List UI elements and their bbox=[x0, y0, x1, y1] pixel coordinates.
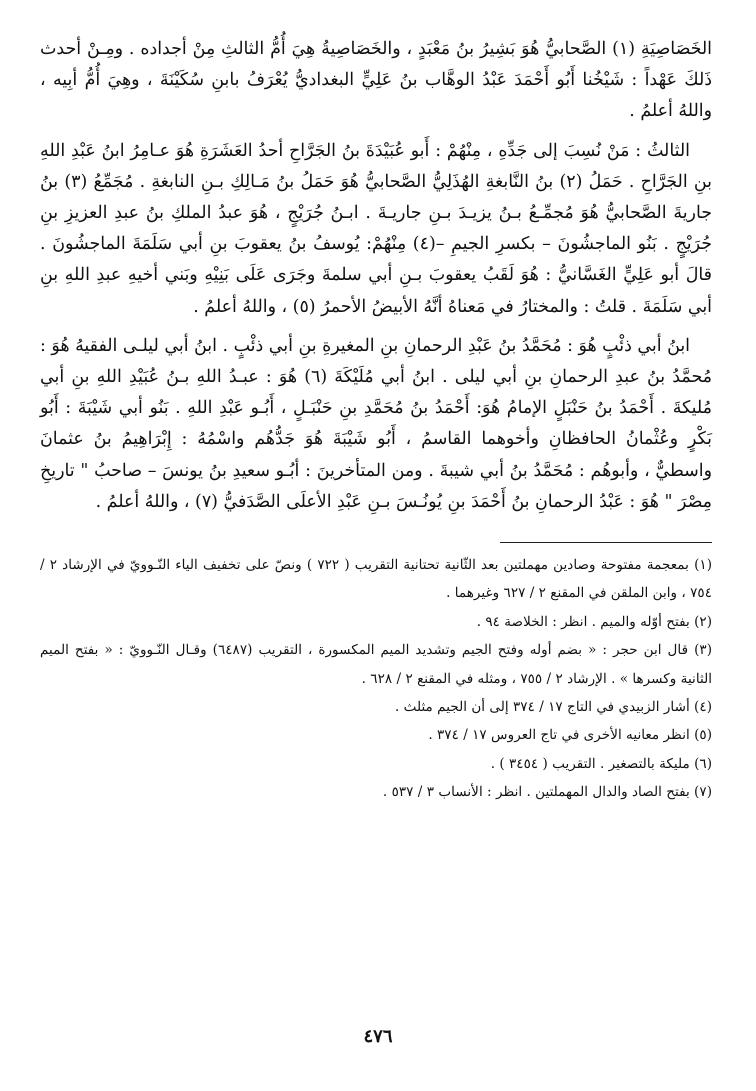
footnote-2: (٢) بفتح أوّله والميم . انظر : الخلاصة ٩٤ . bbox=[476, 613, 712, 630]
paragraph-2: الثالثُ : مَنْ نُسِبَ إلى جَدِّهِ ، مِنْهُمْ : أَبو عُبَيْدَةَ بنُ الجَرَّاحِ أحدُ العَشَرَةِ هُوَ عـامِرُ ابنُ عَبْدِ اللهِ بنِ الجَرَّاحِ . حَمَلُ (٢) بنُ النَّابغةِ الهُذَلِيُّ الصَّحابيُّ هُوَ حَمَلُ بنُ مَـالِكِ بـنِ النابغةِ . مُجَمِّعُ (٣) بنُ جاريةَ الصَّحابيُّ هُوَ مُجمِّـعُ بـنُ يزيـدَ بـنِ جاريـةَ . ابـنُ جُرَيْجٍ ، هُوَ عبدُ الملكِ بنُ عبدِ العزيزِ بنِ جُرَيْجٍ . بَنُو الماجشُونَ – بكسرِ الجيمِ –(٤) مِنْهُمْ: يُوسفُ بنُ يعقوبَ بنِ أبي سَلَمَةَ الماجشُونَ . قالَ أبو عَلِيٍّ الغَسَّانيُّ : هُوَ لَقَبُ يعقوبَ بـنِ أبي سلمةَ وجَرَى عَلَى بَنِيْهِ وبَني أخيهِ عبدِ اللهِ بنِ أبي سَلَمَةَ . قلتُ : والمختارُ في مَعناهُ أنَّهُ الأبيضُ الأحمرُ (٥) ، واللهُ أعلمُ . bbox=[40, 140, 712, 317]
footnote-4: (٤) أشار الزبيدي في التاج ١٧ / ٣٧٤ إلى أن الجيم مثلث . bbox=[394, 699, 712, 716]
footnote-6: (٦) مليكة بالتصغير . التقريب ( ٣٤٥٤ ) . bbox=[490, 755, 712, 772]
footnote-separator-wrap bbox=[40, 526, 712, 551]
main-text bbox=[40, 34, 712, 518]
footnote-1: (١) بمعجمة مفتوحة وصادين مهملتين بعد الثّانية تحتانية التقريب ( ٧٢٢ ) ونصّ على تخفيف الياء النّـوويّ في الإرشاد ٢ / ٧٥٤ ، وابن الملقن في المقنع ٢ / ٦٢٧ وغيرهما . bbox=[40, 557, 713, 602]
footnotes bbox=[40, 551, 712, 807]
paragraph-1: الخَصَاصِيَةِ (١) الصَّحابيُّ هُوَ بَشِيرُ بنُ مَعْبَدٍ ، والخَصَاصِيةُ هِيَ أُمُّ الثالثِ مِنْ أجداده . ومِـنْ أحدث ذَلكَ عَهْداً : شَيْخُنا أَبُو أَحْمَدَ عَبْدُ الوهَّاب بنُ عَلِيٍّ البغداديُّ يُعْرَفُ بابنِ سُكَيْنَةَ ، وهِيَ أُمُّ أبِيه ، واللهُ أعلمُ . bbox=[40, 39, 713, 122]
paragraph-3: ابنُ أبي ذئْبٍ هُوَ : مُحَمَّدُ بنُ عَبْدِ الرحمانِ بنِ المغيرةِ بنِ أبي ذئْبٍ . ابنُ أبي ليلـى الفقيهُ هُوَ : مُحمَّدُ بنُ عبدِ الرحمانِ بنِ أبي ليلى . ابنُ أبي مُلَيْكَةَ (٦) هُوَ : عبـدُ اللهِ بـنُ عُبَيْدِ اللهِ بنِ أبي مُليكةَ . أَحْمَدُ بنُ حَنْبَلٍ الإمامُ هُوَ: أَحْمَدُ بنُ مُحَمَّدِ بنِ حَنْبَـلٍ ، أَبُـو عَبْدِ اللهِ . بَنُو أبي شَيْبَةَ : أَبُو بَكْرٍ وعُثْمانُ الحافظانِ وأخوهما القاسمُ ، أَبُو شَيْبَةَ هُوَ جَدُّهُم واسْمُهُ : إِبْرَاهِيمُ بنُ عثمانَ واسطيٌّ ، وأبوهُم : مُحَمَّدُ بنُ أبي شيبةَ . ومن المتأخرينَ : أبُـو سعيدِ بنُ يونسَ – صاحبُ " تاريخِ مِصْرَ " هُوَ : عَبْدُ الرحمانِ بنُ أَحْمَدَ بنِ يُونُـسَ بـنِ عَبْدِ الأعلَى الصَّدَفيُّ (٧) ، واللهُ أعلمُ . bbox=[40, 335, 712, 512]
footnote-7: (٧) بفتح الصاد والدال المهملتين . انظر : الأنساب ٣ / ٥٣٧ . bbox=[382, 784, 712, 801]
page-number: ٤٧٦ bbox=[363, 1026, 393, 1047]
footnote-separator bbox=[500, 542, 712, 543]
footnote-3: (٣) قال ابن حجر : « بضم أوله وفتح الجيم وتشديد الميم المكسورة ، التقريب (٦٤٨٧) وقـال النّـوويّ : « بفتح الميم الثانية وكسرها » . الإرشاد ٢ / ٧٥٥ ، ومثله في المقنع ٢ / ٦٢٨ . bbox=[40, 642, 712, 687]
footnote-5: (٥) انظر معانيه الأخرى في تاج العروس ١٧ / ٣٧٤ . bbox=[428, 727, 712, 744]
